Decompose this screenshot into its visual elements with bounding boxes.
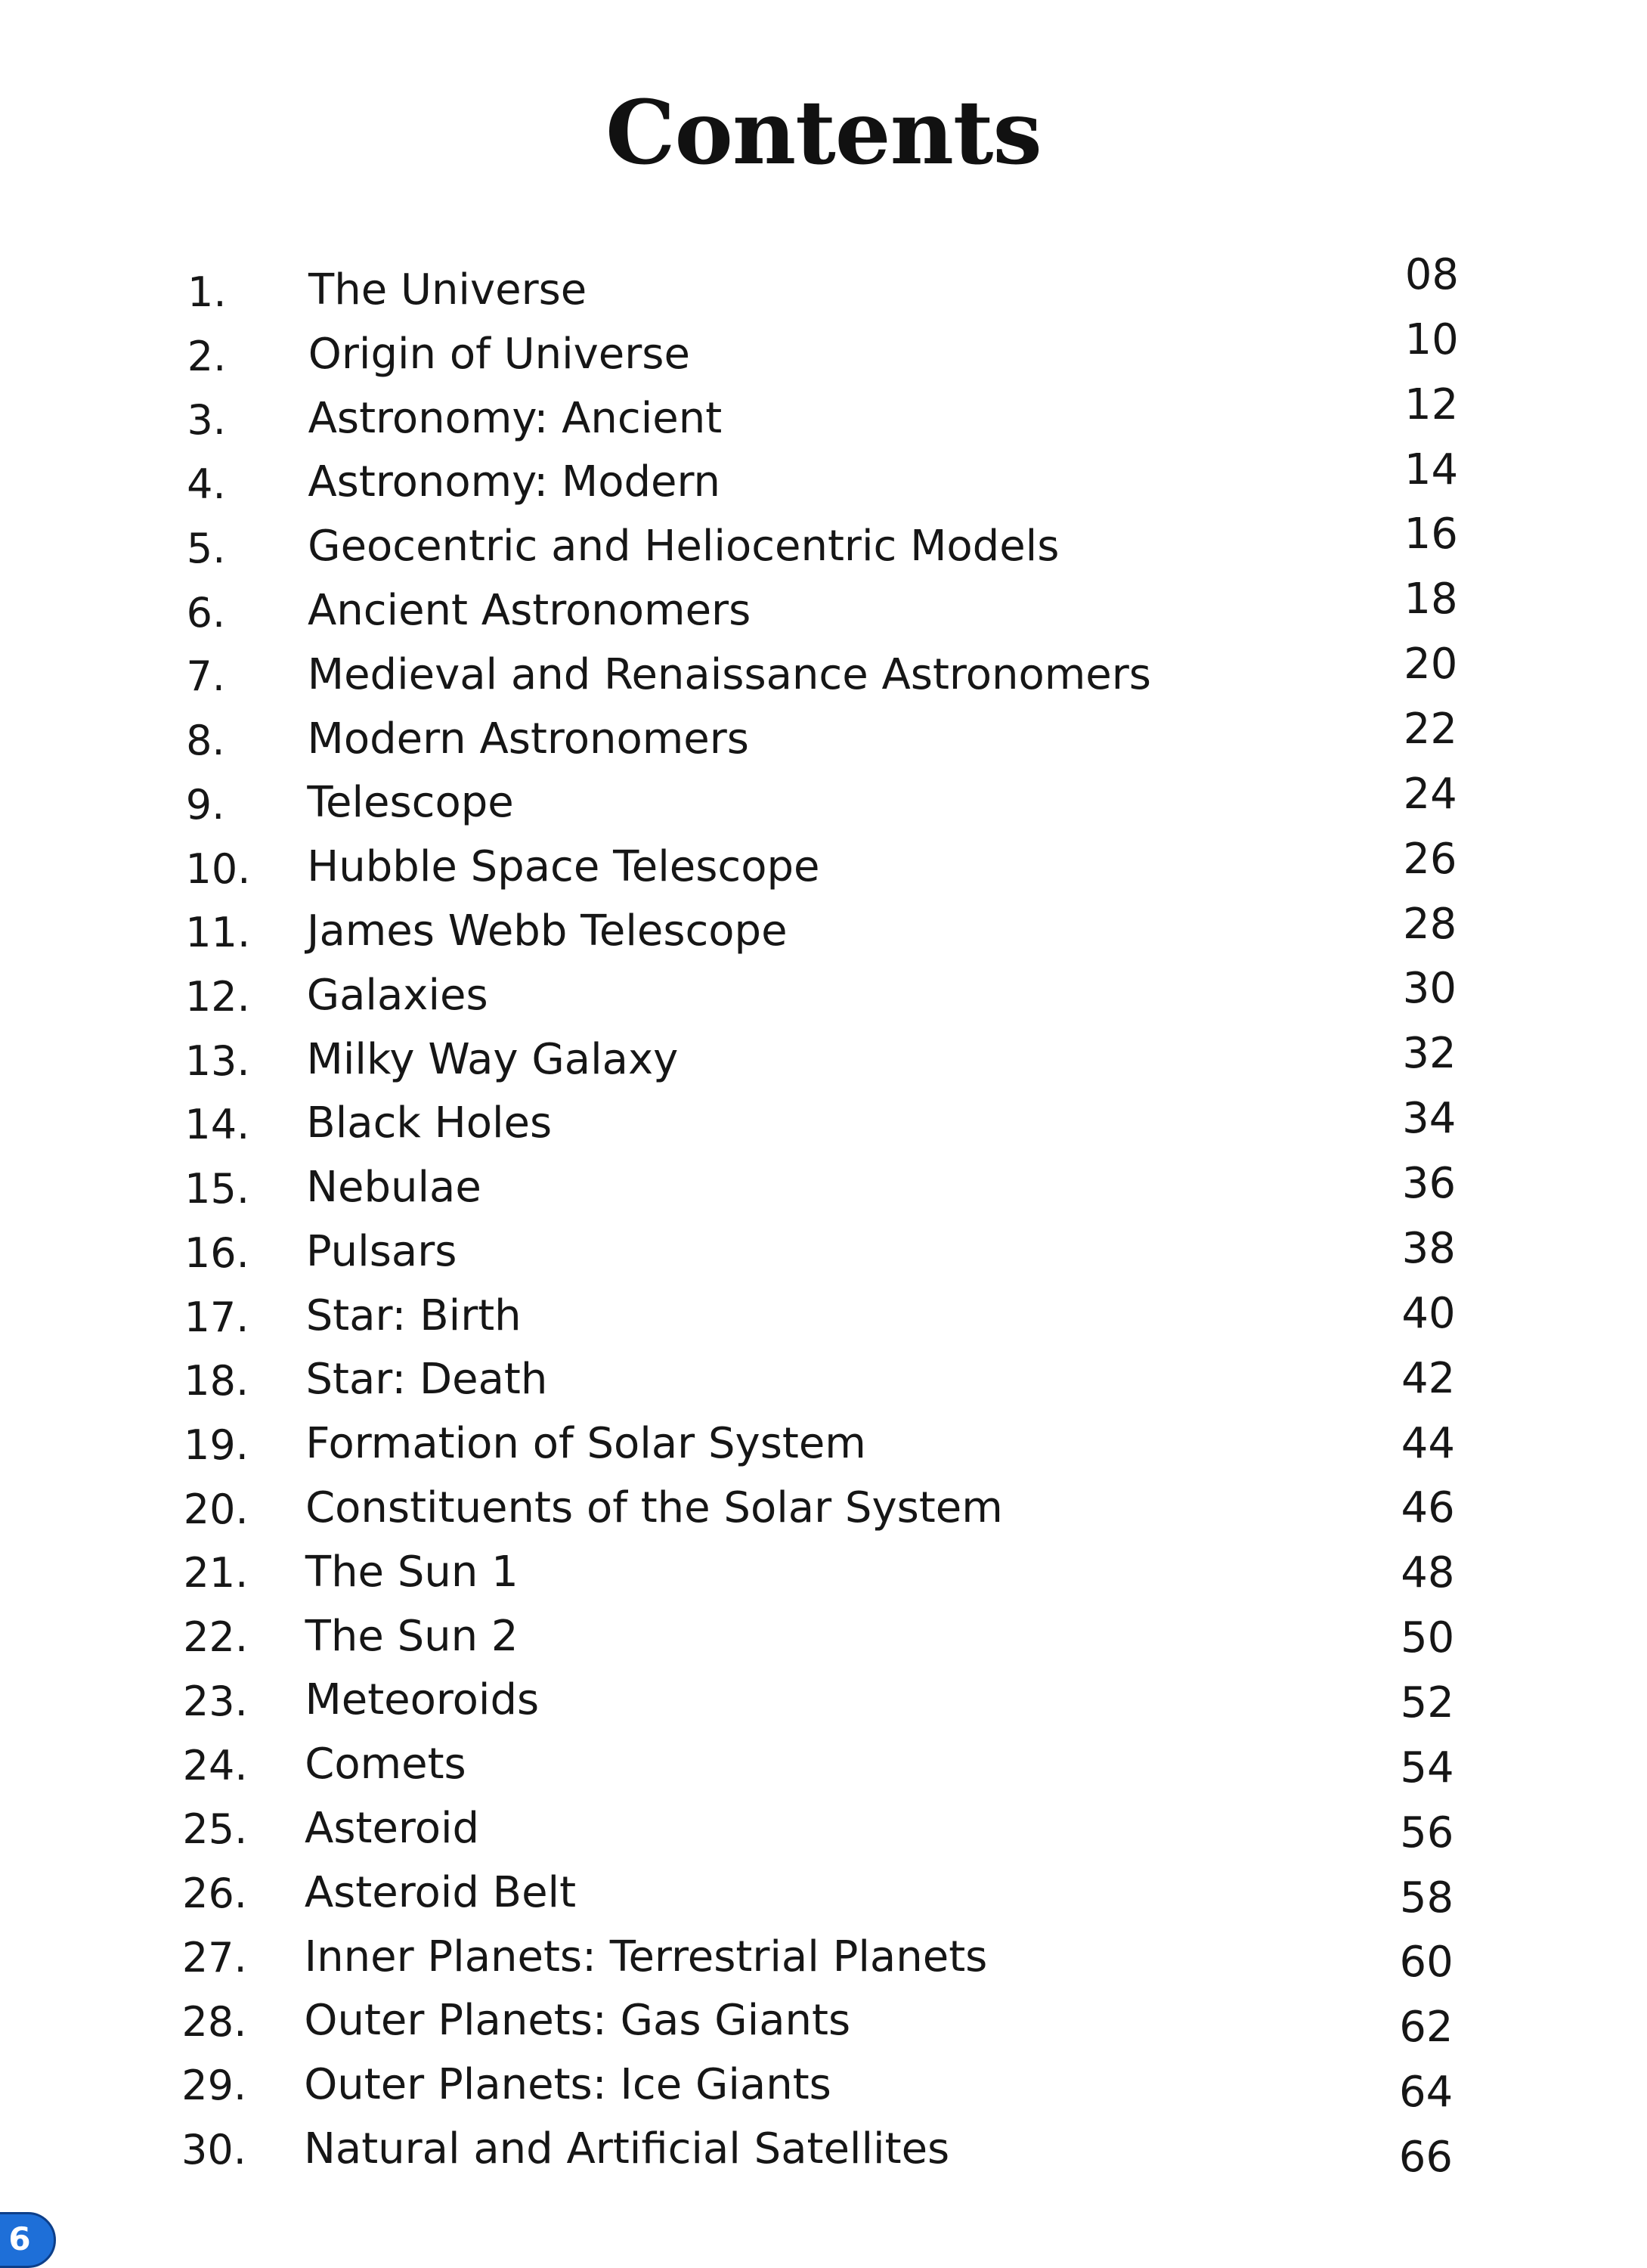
toc-entry-page: 34 (1402, 1094, 1457, 1144)
toc-entry-page: 40 (1401, 1288, 1456, 1338)
toc-entry-title: Hubble Space Telescope (307, 842, 820, 892)
toc-entry-page: 14 (1404, 445, 1459, 494)
toc-entry-number: 13. (184, 1036, 250, 1085)
toc-entry-number: 25. (182, 1805, 248, 1854)
toc-entry-number: 3. (187, 396, 226, 445)
toc-entry-title: The Universe (308, 265, 587, 314)
toc-entry-page: 58 (1399, 1873, 1454, 1923)
toc-entry-number: 5. (186, 524, 226, 572)
toc-entry-number: 29. (181, 2062, 247, 2110)
toc-entry-number: 18. (184, 1357, 249, 1405)
toc-entry-number: 6. (186, 588, 226, 637)
toc-entry-page: 42 (1401, 1353, 1456, 1403)
toc-entry-number: 22. (183, 1613, 249, 1662)
toc-entry-title: Outer Planets: Gas Giants (304, 1996, 851, 2046)
toc-entry-title: Meteoroids (305, 1675, 540, 1725)
toc-entry-title: Modern Astronomers (307, 714, 749, 764)
toc-entry-page: 22 (1403, 705, 1458, 754)
toc-entry-number: 9. (185, 780, 225, 829)
toc-entry-title: Astronomy: Ancient (308, 393, 723, 443)
toc-entry-number: 19. (184, 1421, 249, 1470)
toc-entry-number: 11. (185, 909, 251, 957)
toc-entry-number: 27. (181, 1933, 247, 1981)
toc-entry-title: Formation of Solar System (305, 1419, 866, 1469)
toc-entry-page: 20 (1404, 640, 1458, 689)
toc-entry-page: 32 (1402, 1029, 1457, 1079)
toc-entry-page: 36 (1401, 1159, 1457, 1209)
toc-entry-page: 18 (1404, 575, 1458, 624)
toc-entry-title: Star: Birth (305, 1290, 522, 1340)
toc-entry-title: James Webb Telescope (306, 906, 788, 956)
toc-entry-number: 28. (181, 1997, 247, 2046)
toc-entry-number: 26. (182, 1870, 247, 1918)
toc-entry-title: Geocentric and Heliocentric Models (308, 522, 1060, 572)
toc-entry-number: 14. (184, 1101, 250, 1149)
toc-entry-title: Natural and Artificial Satellites (304, 2124, 950, 2174)
toc-entry-title: The Sun 1 (305, 1547, 519, 1597)
toc-entry-number: 2. (187, 332, 227, 380)
toc-entry-title: Telescope (307, 778, 514, 828)
toc-entry-page: 08 (1404, 250, 1459, 299)
toc-entry-page: 48 (1401, 1548, 1455, 1598)
toc-entry-number: 21. (183, 1549, 249, 1597)
toc-entry-page: 10 (1404, 314, 1459, 364)
toc-entry-number: 24. (182, 1741, 248, 1789)
toc-entry-number: 30. (181, 2126, 246, 2174)
toc-entry-title: Nebulae (306, 1163, 481, 1213)
toc-entry-title: Inner Planets: Terrestrial Planets (304, 1932, 988, 1981)
toc-entry-title: Galaxies (306, 970, 488, 1020)
toc-entry-page: 62 (1399, 2003, 1454, 2053)
toc-entry-page: 30 (1402, 964, 1457, 1014)
toc-entry-page: 12 (1404, 380, 1459, 429)
toc-entry-title: Asteroid (305, 1804, 480, 1854)
toc-entry-number: 12. (184, 972, 250, 1021)
toc-entry-page: 66 (1398, 2133, 1453, 2182)
toc-entry-page: 26 (1403, 834, 1457, 884)
toc-entry-title: Comets (305, 1740, 466, 1789)
toc-entry-page: 64 (1399, 2068, 1454, 2118)
toc-entry-number: 23. (182, 1677, 248, 1725)
toc-entry-title: Pulsars (305, 1226, 457, 1276)
toc-entry-title: Black Holes (306, 1098, 553, 1148)
toc-entry-page: 16 (1404, 510, 1458, 559)
toc-entry-number: 20. (183, 1485, 249, 1533)
toc-entry-title: Astronomy: Modern (308, 457, 721, 507)
toc-entry-number: 17. (184, 1293, 249, 1341)
toc-entry-title: Milky Way Galaxy (306, 1034, 679, 1084)
page-title: Contents (605, 82, 1042, 184)
toc-entry-page: 28 (1402, 899, 1457, 949)
toc-entry-number: 8. (186, 717, 225, 765)
toc-entry-number: 10. (185, 844, 251, 893)
toc-entry-page: 56 (1400, 1808, 1454, 1857)
toc-entry-number: 16. (184, 1228, 249, 1277)
toc-entry-page: 44 (1401, 1418, 1456, 1468)
toc-entry-page: 24 (1403, 769, 1457, 819)
toc-entry-page: 54 (1400, 1743, 1454, 1792)
toc-entry-number: 7. (186, 652, 225, 701)
toc-entry-number: 1. (187, 268, 227, 316)
toc-entry-title: Ancient Astronomers (307, 585, 751, 635)
toc-entry-number: 4. (187, 460, 226, 509)
toc-entry-page: 46 (1401, 1483, 1455, 1533)
page-number-badge (0, 2212, 56, 2268)
toc-entry-page: 38 (1401, 1223, 1456, 1273)
toc-entry-title: Origin of Universe (308, 329, 690, 379)
toc-entry-title: Asteroid Belt (304, 1867, 577, 1917)
toc-entry-page: 60 (1399, 1938, 1454, 1988)
toc-entry-page: 50 (1400, 1613, 1455, 1663)
toc-entry-title: Constituents of the Solar System (305, 1483, 1003, 1533)
toc-entry-number: 15. (184, 1165, 250, 1213)
toc-entry-title: Medieval and Renaissance Astronomers (307, 649, 1151, 699)
toc-entry-title: Outer Planets: Ice Giants (304, 2060, 831, 2110)
toc-entry-title: Star: Death (305, 1355, 548, 1405)
toc-entry-page: 52 (1400, 1678, 1454, 1727)
toc-entry-title: The Sun 2 (305, 1611, 519, 1661)
page-number: 6 (8, 2220, 31, 2257)
